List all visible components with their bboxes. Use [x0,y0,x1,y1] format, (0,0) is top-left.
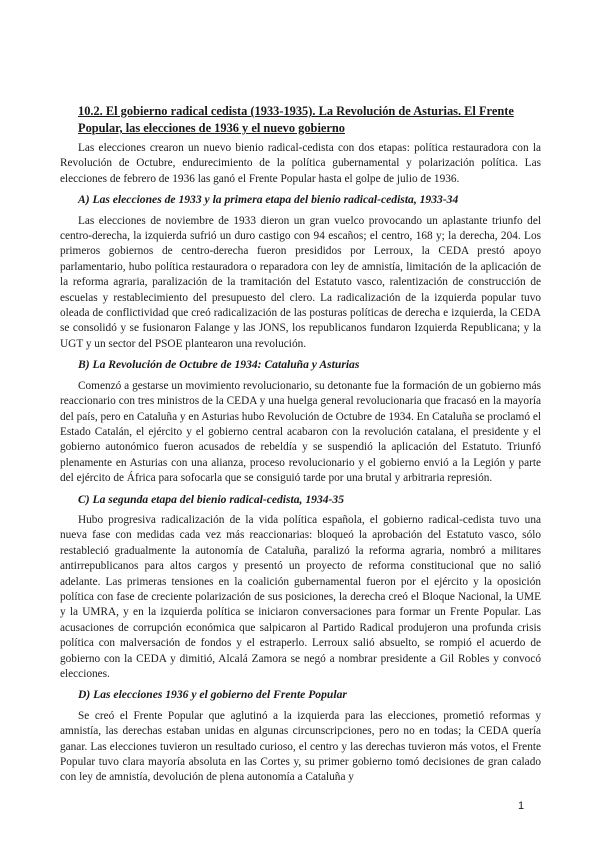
section-b-heading: B) La Revolución de Octubre de 1934: Cataluña y Asturias [78,358,360,372]
section-b-paragraph: Comenzó a gestarse un movimiento revolucionario, su detonante fue la formación de un gobierno más reaccionario con tres ministros de la CEDA y una huelga general revolucionaria que fracasó en la mayoría del país, pero en Cataluña y en Asturias hubo Revolución de Octubre de 1934. En Cataluña se proclamó el Estado Catalán, el ejército y el gobierno central acabaron con la revolución catalana, el presidente y el gobierno autonómico fueron acusados de rebeldía y se suspendió la aplicación del Estatuto. Triunfó plenamente en Asturias con una alianza, proceso revolucionario y el gobierno envió a la Legión y parte del ejército de África para sofocarla que se consiguió tarde por una brutal y arbitraria represión. [60,379,541,485]
intro-paragraph: Las elecciones crearon un nuevo bienio radical-cedista con dos etapas: política restauradora con la Revolución de Octubre, endurecimiento de la política gubernamental y polarización política. Las elecciones de febrero de 1936 las ganó el Frente Popular hasta el golpe de julio de 1936. [60,142,541,185]
section-c-paragraph: Hubo progresiva radicalización de la vida política española, el gobierno radical-cedista tuvo una nueva fase con medidas cada vez más reaccionarias: bloqueó la aprobación del Estatuto vasco, sólo restableció gradualmente la autonomía de Cataluña, paralizó la reforma agraria, nombró a militares antirrepublicanos para altos cargos y presentó un proyecto de reforma constitucional que no salió adelante. Las primeras tensiones en la coalición gubernamental fueron por el ejército y la oposición política con fase de creciente polarización de sus posiciones, la derecha creó el Bloque Nacional, la UME y la UMRA, y en la izquierda política se iniciaron conversaciones para formar un Frente Popular. Las acusaciones de corrupción económica que salpicaron al Partido Radical produjeron una profunda crisis política con malversación de fondos y el estraperlo. Lerroux salió absuelto, se rompió el acuerdo de gobierno con la CEDA y dimitió, Alcalá Zamora se negó a nombrar presidente a Gil Robles y convocó elecciones. [60,513,541,680]
document-body [60,103,541,786]
section-d-paragraph: Se creó el Frente Popular que aglutinó a la izquierda para las elecciones, prometió reformas y amnistía, las derechas estaban unidas en algunas circunscripciones, pero no en todas; la CEDA quería ganar. Las elecciones tuvieron un resultado curioso, el centro y las derechas tuvieron más votos, el Frente Popular tuvo clara mayoría absoluta en las Cortes y, su primer gobierno tomó decisiones de gran calado con ley de amnistía, devolución de plena autonomía a Cataluña y [60,709,541,784]
section-d-heading: D) Las elecciones 1936 y el gobierno del Frente Popular [78,688,347,702]
section-a-heading: A) Las elecciones de 1933 y la primera etapa del bienio radical-cedista, 1933-34 [78,193,459,207]
document-title: 10.2. El gobierno radical cedista (1933-1935). La Revolución de Asturias. El Frente Popular, las elecciones de 1936 y el nuevo gobierno [78,104,514,135]
page-number: 1 [518,800,525,812]
section-a-paragraph: Las elecciones de noviembre de 1933 dieron un gran vuelco provocando un aplastante triunfo del centro-derecha, la izquierda sufrió un duro castigo con 94 escaños; el centro, 168 y; la derecha, 204. Los primeros gobiernos de centro-derecha fueron presididos por Lerroux, la CEDA prestó apoyo parlamentario, hubo política restauradora o reparadora con ley de amnistía, limitación de la aplicación de la reforma agraria, paralización de la tramitación del Estatuto vasco, ralentización de construcción de escuelas y restablecimiento del presupuesto del clero. La radicalización de la izquierda popular tuvo oleada de conflictividad que creó radicalización de las posturas políticas de derecha e izquierda, la CEDA se consolidó y se fusionaron Falange y las JONS, los republicanos fundaron Izquierda Republicana; y la UGT y un sector del PSOE plantearon una revolución. [60,214,541,350]
section-c-heading: C) La segunda etapa del bienio radical-cedista, 1934-35 [78,492,344,506]
